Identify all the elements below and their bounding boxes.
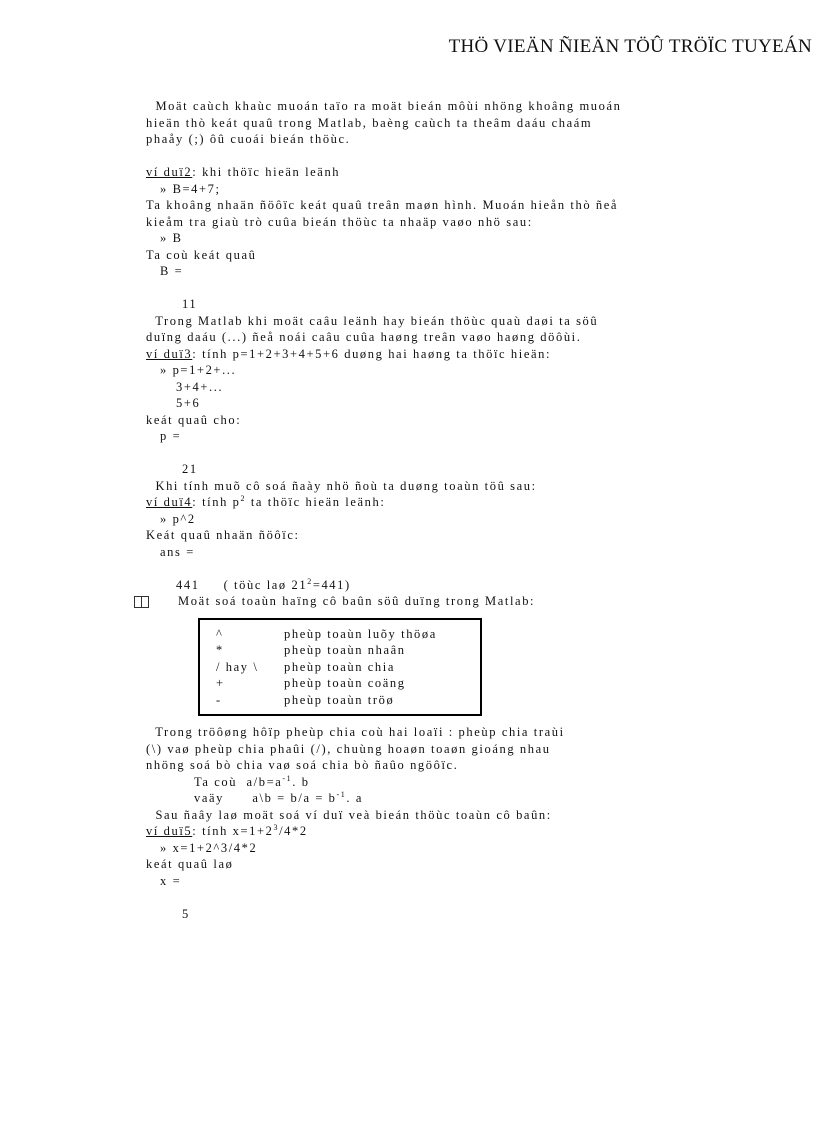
paragraph-line: kieåm tra giaù trò cuûa bieán thöùc ta nhaäp vaøo nhö sau: (146, 214, 533, 229)
operator-description: pheùp toaùn tröø (284, 692, 395, 707)
result-value: 21 (182, 462, 198, 476)
operator-symbol: - (216, 692, 222, 707)
result-note: ( töùc laø $21^2=441$) (223, 576, 351, 592)
operator-row (200, 675, 480, 692)
operator-description: pheùp toaùn coäng (284, 676, 406, 690)
paragraph-line: Ta khoâng nhaän ñöôïc keát quaû treân maøn hình. Muoán hieån thò ñeå (146, 198, 619, 212)
operator-description: pheùp toaùn luõy thöøa (284, 626, 437, 641)
operator-row (200, 692, 480, 709)
example-label: ví duï5 (146, 824, 193, 838)
paragraph-line: Trong tröôøng hôïp pheùp chia coù hai loaïi : pheùp chia traùi (146, 725, 565, 739)
result-variable: x = (160, 873, 182, 888)
result-value: 11 (182, 297, 198, 311)
paragraph-line: Trong Matlab khi moät caâu leänh hay bieán thöùc quaù daøi ta söû (146, 313, 599, 328)
operators-table (198, 618, 482, 717)
command-line: 3+4+... (176, 379, 224, 394)
page-header: THÖ VIEÄN ÑIEÄN TÖÛ TRÖÏC TUYEÁN (448, 36, 812, 57)
operator-description: pheùp toaùn chia (284, 659, 395, 674)
example-2-title: ví duï2: khi thöïc hieän leänh (146, 165, 341, 179)
book-icon (134, 596, 149, 608)
result-value-line (146, 577, 706, 594)
paragraph-line: phaåy (;) ôû cuoái bieán thöùc. (146, 132, 351, 146)
paragraph-line: Khi tính muõ cô soá ñaày nhö ñoù ta duøng toaùn töû sau: (146, 478, 537, 493)
result-value: 441 (176, 577, 200, 592)
paragraph-line: (\) vaø pheùp chia phaûi (/), chuùng hoaøn toaøn gioáng nhau (146, 741, 551, 756)
result-intro: keát quaû laø (146, 857, 234, 871)
result-variable: ans = (160, 544, 195, 559)
operator-symbol: * (216, 643, 224, 657)
paragraph-line: nhöng soá bò chia vaø soá chia bò ñaûo ngöôïc. (146, 758, 459, 772)
operator-row (200, 626, 480, 643)
result-value: 5 (182, 906, 190, 921)
result-intro: Keát quaû nhaän ñöôïc: (146, 528, 300, 542)
document-body (146, 98, 706, 922)
operator-symbol: + (216, 676, 225, 690)
formula-line: Ta coù $a/b=a^{-1}$. b (194, 773, 310, 789)
example-label: ví duï3 (146, 346, 193, 361)
operator-symbol: ^ (216, 626, 224, 641)
example-label: ví duï4 (146, 495, 193, 509)
operator-row (200, 659, 480, 676)
operators-intro-line: Moät soá toaùn haïng cô baûn söû duïng trong Matlab: (146, 593, 706, 610)
command-line: » x=1+2^3/4*2 (160, 840, 258, 855)
result-variable: B = (160, 264, 184, 278)
example-4-title: ví duï4: tính $p^2$ ta thöïc hieän leänh: (146, 493, 386, 509)
paragraph-line: Sau ñaây laø moät soá ví duï veà bieán thöùc toaùn cô baûn: (146, 807, 552, 822)
example-3-title: ví duï3: tính p=1+2+3+4+5+6 duøng hai haøng ta thöïc hieän: (146, 346, 552, 361)
command-line: » p^2 (160, 511, 196, 526)
result-intro: Ta coù keát quaû (146, 247, 257, 262)
example-5-title: ví duï5: tính $x=1+2^3/4*2$ (146, 822, 308, 838)
operator-symbol: / hay \ (216, 659, 259, 674)
result-variable: p = (160, 429, 182, 443)
formula-line: vaäy a\b = $b/a = b^{-1}$. a (194, 789, 364, 805)
command-line: 5+6 (176, 396, 201, 410)
command-line: » p=1+2+... (160, 363, 237, 377)
paragraph-line: duïng daáu (...) ñeå noái caâu cuûa haøng treân vaøo haøng döôùi. (146, 330, 582, 344)
example-label: ví duï2 (146, 165, 193, 179)
result-intro: keát quaû cho: (146, 412, 242, 427)
operator-row (200, 642, 480, 659)
command-line: » B (160, 231, 183, 245)
paragraph-line: Moät caùch khaùc muoán taïo ra moät bieán môùi nhöng khoâng muoán (146, 99, 622, 113)
paragraph-line: hieän thò keát quaû trong Matlab, baèng caùch ta theâm daáu chaám (146, 115, 593, 130)
operator-description: pheùp toaùn nhaân (284, 643, 406, 657)
command-line: » B=4+7; (160, 181, 221, 196)
